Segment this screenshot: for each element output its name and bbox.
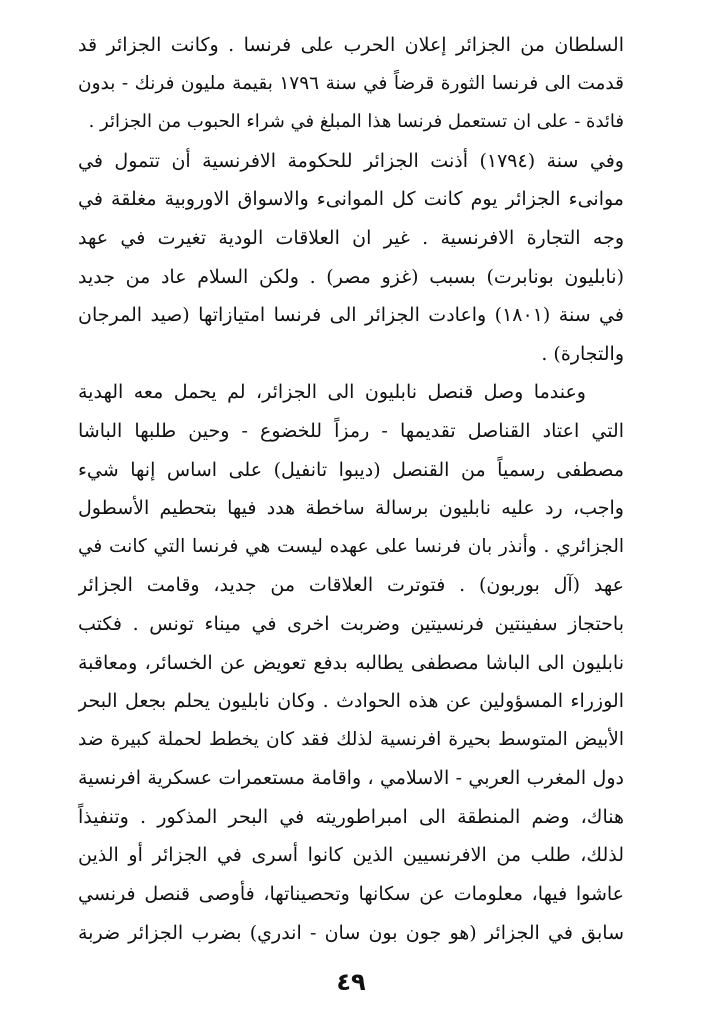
text-line: فائدة - على ان تستعمل فرنسا هذا المبلغ في شراء الحبوب من الجزائر . bbox=[88, 111, 624, 133]
text-line: وجه التجارة الافرنسية . غير ان العلاقات الودية تغيرت في عهد bbox=[78, 226, 624, 249]
text-line: والتجارة) . bbox=[541, 342, 624, 365]
text-line: قدمت الى فرنسا الثورة قرضاً في سنة ١٧٩٦ بقيمة مليون فرنك - بدون bbox=[78, 72, 624, 94]
text-line: سابق في الجزائر (هو جون بون سان - اندري) بضرب الجزائر ضربة bbox=[78, 921, 624, 944]
text-line: دول المغرب العربي - الاسلامي ، واقامة مستعمرات عسكرية افرنسية bbox=[78, 767, 624, 790]
paragraph-3 bbox=[78, 373, 624, 952]
text-line: لذلك، طلب من الافرنسيين الذين كانوا أسرى في الجزائر أو الذين bbox=[78, 844, 624, 867]
body-text bbox=[78, 26, 624, 952]
paragraph-2 bbox=[78, 142, 624, 374]
text-line: موانىء الجزائر يوم كانت كل الموانىء والاسواق الاوروبية مغلقة في bbox=[78, 188, 624, 211]
text-line: (نابليون بونابرت) بسبب (غزو مصر) . ولكن السلام عاد من جديد bbox=[78, 265, 624, 288]
paragraph-1 bbox=[78, 26, 624, 142]
text-line: التي اعتاد القناصل تقديمها - رمزاً للخضوع - وحين طلبها الباشا bbox=[78, 419, 624, 442]
text-line: في سنة (١٨٠١) واعادت الجزائر الى فرنسا امتيازاتها (صيد المرجان bbox=[78, 304, 624, 327]
text-line: هناك، وضم المنطقة الى امبراطوريته في البحر المذكور . وتنفيذاً bbox=[78, 805, 624, 828]
text-line: باحتجاز سفينتين فرنسيتين وضربت اخرى في ميناء تونس . فكتب bbox=[78, 612, 624, 635]
text-line: مصطفى رسمياً من القنصل (ديبوا تانفيل) على اساس إنها شيء bbox=[78, 458, 624, 481]
text-line: الوزراء المسؤولين عن هذه الحوادث . وكان نابليون يحلم بجعل البحر bbox=[78, 690, 624, 713]
text-line: واجب، رد عليه نابليون برسالة ساخطة هدد فيها بتحطيم الأسطول bbox=[78, 497, 624, 520]
text-line: الأبيض المتوسط بحيرة افرنسية لذلك فقد كان يخطط لحملة كبيرة ضد bbox=[78, 728, 624, 750]
text-line: عهد (آل بوربون) . فتوترت العلاقات من جديد، وقامت الجزائر bbox=[78, 574, 624, 597]
page-number: ٤٩ bbox=[336, 968, 366, 996]
text-line: عاشوا فيها، معلومات عن سكانها وتحصيناتها، فأوصى قنصل فرنسي bbox=[78, 883, 624, 906]
text-line: الجزائري . وأنذر بان فرنسا على عهده ليست هي فرنسا التي كانت في bbox=[78, 535, 624, 557]
text-line: السلطان من الجزائر إعلان الحرب على فرنسا . وكانت الجزائر قد bbox=[78, 34, 624, 56]
text-line: وعندما وصل قنصل نابليون الى الجزائر، لم يحمل معه الهدية bbox=[78, 381, 586, 404]
text-line: وفي سنة (١٧٩٤) أذنت الجزائر للحكومة الافرنسية أن تتمول في bbox=[78, 149, 624, 172]
text-line: نابليون الى الباشا مصطفى يطالبه بدفع تعويض عن الخسائر، ومعاقبة bbox=[78, 651, 624, 674]
